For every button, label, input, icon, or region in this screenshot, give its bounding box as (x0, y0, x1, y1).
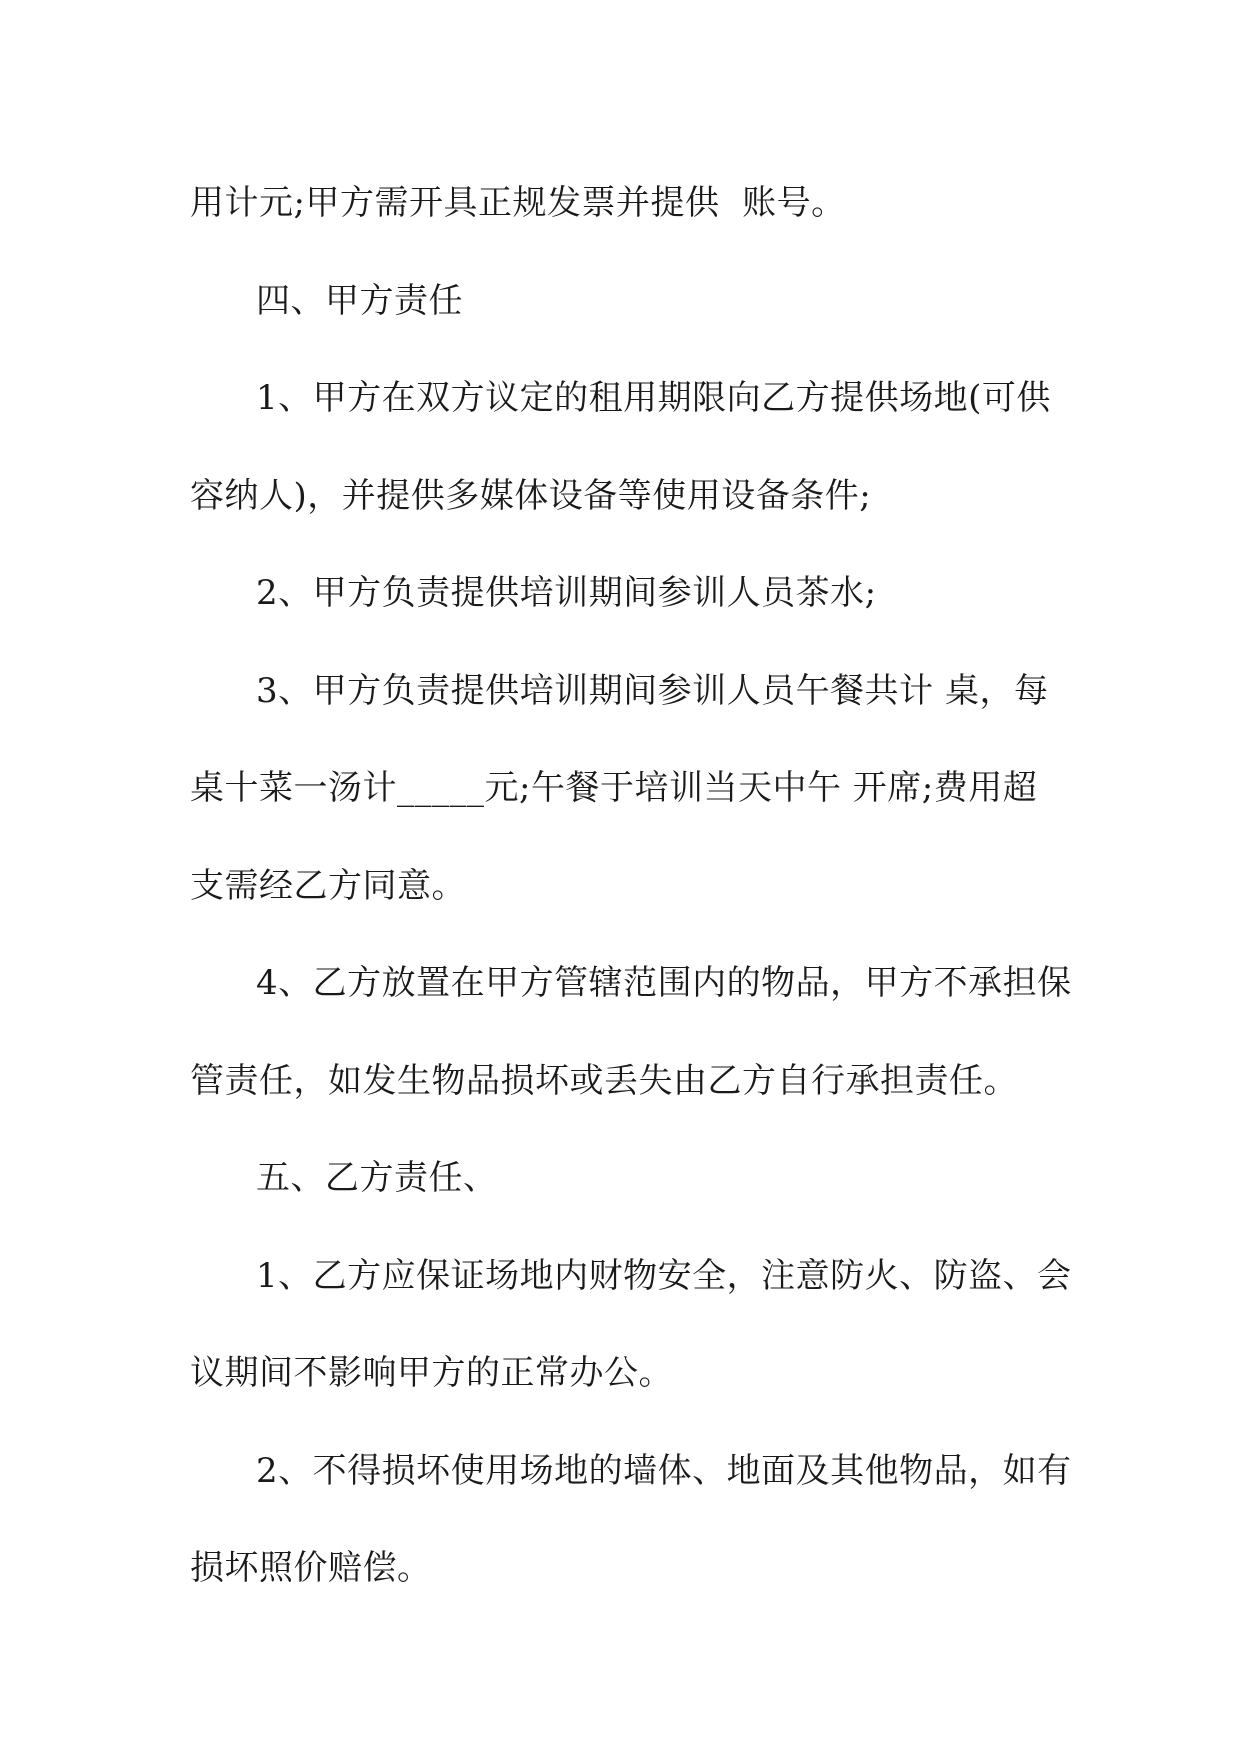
text-line-b2-cont: 损坏照价赔偿。 (190, 1548, 432, 1588)
section-heading-party-b: 五、乙方责任、 (256, 1158, 498, 1198)
text-line-a4: 4、乙方放置在甲方管辖范围内的物品，甲方不承担保 (256, 963, 1072, 1003)
document-body (190, 173, 1072, 1636)
text-line-a3-cont2: 支需经乙方同意。 (190, 865, 466, 906)
text-line-a1-cont: 容纳人)，并提供多媒体设备等使用设备条件; (190, 475, 872, 516)
text-line-a2: 2、甲方负责提供培训期间参训人员茶水; (256, 573, 877, 613)
text-line-a3: 3、甲方负责提供培训期间参训人员午餐共计 桌，每 (256, 670, 1049, 711)
text-line-b1-cont: 议期间不影响甲方的正常办公。 (190, 1353, 673, 1393)
text-line-a3-cont: 桌十菜一汤计_____元;午餐于培训当天中午 开席;费用超 (190, 768, 1038, 808)
text-line-b2: 2、不得损坏使用场地的墙体、地面及其他物品，如有 (256, 1450, 1072, 1491)
text-line-a1: 1、甲方在双方议定的租用期限向乙方提供场地(可供 (256, 378, 1051, 418)
text-line-payment: 用计元;甲方需开具正规发票并提供 账号。 (190, 183, 846, 223)
text-line-a4-cont: 管责任，如发生物品损坏或丢失由乙方自行承担责任。 (190, 1060, 1018, 1101)
text-line-b1: 1、乙方应保证场地内财物安全，注意防火、防盗、会 (256, 1255, 1072, 1296)
section-heading-party-a: 四、甲方责任 (256, 280, 463, 321)
